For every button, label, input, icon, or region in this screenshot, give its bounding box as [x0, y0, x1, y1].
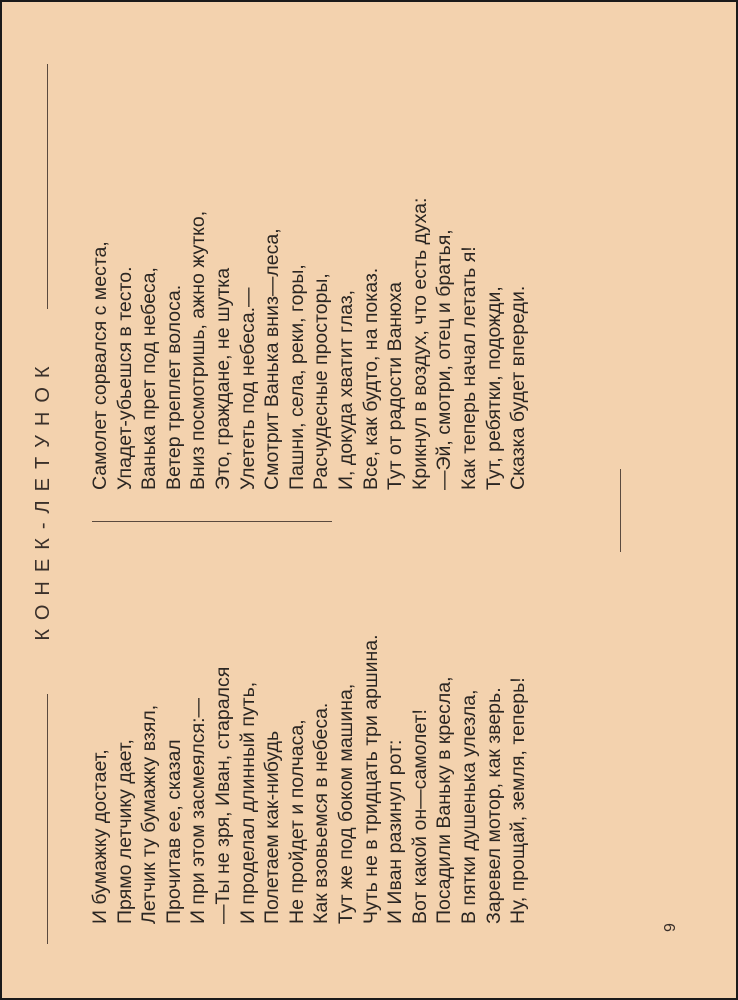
poem-column-right: [88, 198, 531, 490]
poem-line: И при этом засмеялся:—: [187, 697, 210, 924]
poem-line: Все, как будто, на показ.: [359, 267, 382, 490]
poem-line: Упадет-убьешся в тесто.: [113, 266, 136, 490]
poem-line: Ветер треплет волоса.: [162, 284, 185, 490]
poem-line: —Эй, смотри, отец и братья,: [433, 229, 456, 490]
poem-line: Тут же под боком машина,: [334, 683, 357, 924]
poem-line: Это, граждане, не шутка: [211, 267, 234, 490]
page-title: КОНЕК-ЛЕТУНОК: [32, 357, 54, 641]
poem-line: Как взовьемся в небеса.: [310, 702, 333, 924]
poem-line: В пятки душенька улезла,: [457, 689, 480, 924]
poem-line: И бумажку достает,: [89, 749, 111, 924]
poem-line: Смотрит Ванька вниз—леса,: [261, 228, 284, 490]
header-rule-left: [47, 694, 48, 944]
poem-line: Тут от радости Ванюха: [384, 282, 407, 490]
poem-line: Полетаем как-нибудь: [261, 730, 284, 924]
poem-line: И Иван разинул рот:: [384, 739, 407, 924]
bottom-rule: [620, 469, 621, 552]
poem-line: Крикнул в воздух, что есть духа:: [408, 197, 431, 490]
poem-line: Сказка будет впереди.: [507, 285, 530, 490]
header-rule-right: [47, 64, 48, 309]
poem-line: И проделал длинный путь,: [236, 681, 259, 924]
rotated-page: [2, 2, 738, 1000]
poem-line: Расчудесные просторы,: [310, 273, 333, 490]
poem-line: Чуть не в тридцать три аршина.: [359, 634, 382, 924]
poem-line: Улететь под небеса.—: [236, 287, 259, 490]
poem-line: Не пройдет и полчаса,: [285, 719, 308, 924]
poem-line: Тут, ребятки, подожди,: [482, 286, 505, 490]
poem-line: Вниз посмотришь, ажно жутко,: [187, 210, 210, 490]
column-divider: [92, 521, 332, 522]
poem-line: —Ты не зря, Иван, старался: [211, 666, 234, 924]
poem-line: Заревел мотор, как зверь.: [482, 687, 505, 924]
page-number: 9: [662, 923, 679, 932]
poem-line: Пашни, села, реки, горы,: [285, 264, 308, 490]
poem-line: Прочитав ее, сказал: [162, 739, 185, 924]
poem-line: Вот какой он—самолет!: [408, 709, 431, 924]
poem-line: Летчик ту бумажку взял,: [138, 704, 161, 924]
poem-line: Как теперь начал летать я!: [457, 246, 480, 490]
poem-column-left: [88, 634, 531, 924]
poem-line: Прямо летчику дает,: [113, 739, 136, 924]
poem-line: И, докуда хватит глаз,: [334, 289, 357, 490]
poem-line: Самолет сорвался с места,: [89, 241, 111, 490]
poem-line: Посадили Ваньку в кресла,: [433, 676, 456, 924]
poem-line: Ну, прощай, земля, теперь!: [507, 677, 530, 924]
poem-line: Ванька прет под небеса,: [138, 267, 161, 490]
page-header: [30, 64, 70, 944]
